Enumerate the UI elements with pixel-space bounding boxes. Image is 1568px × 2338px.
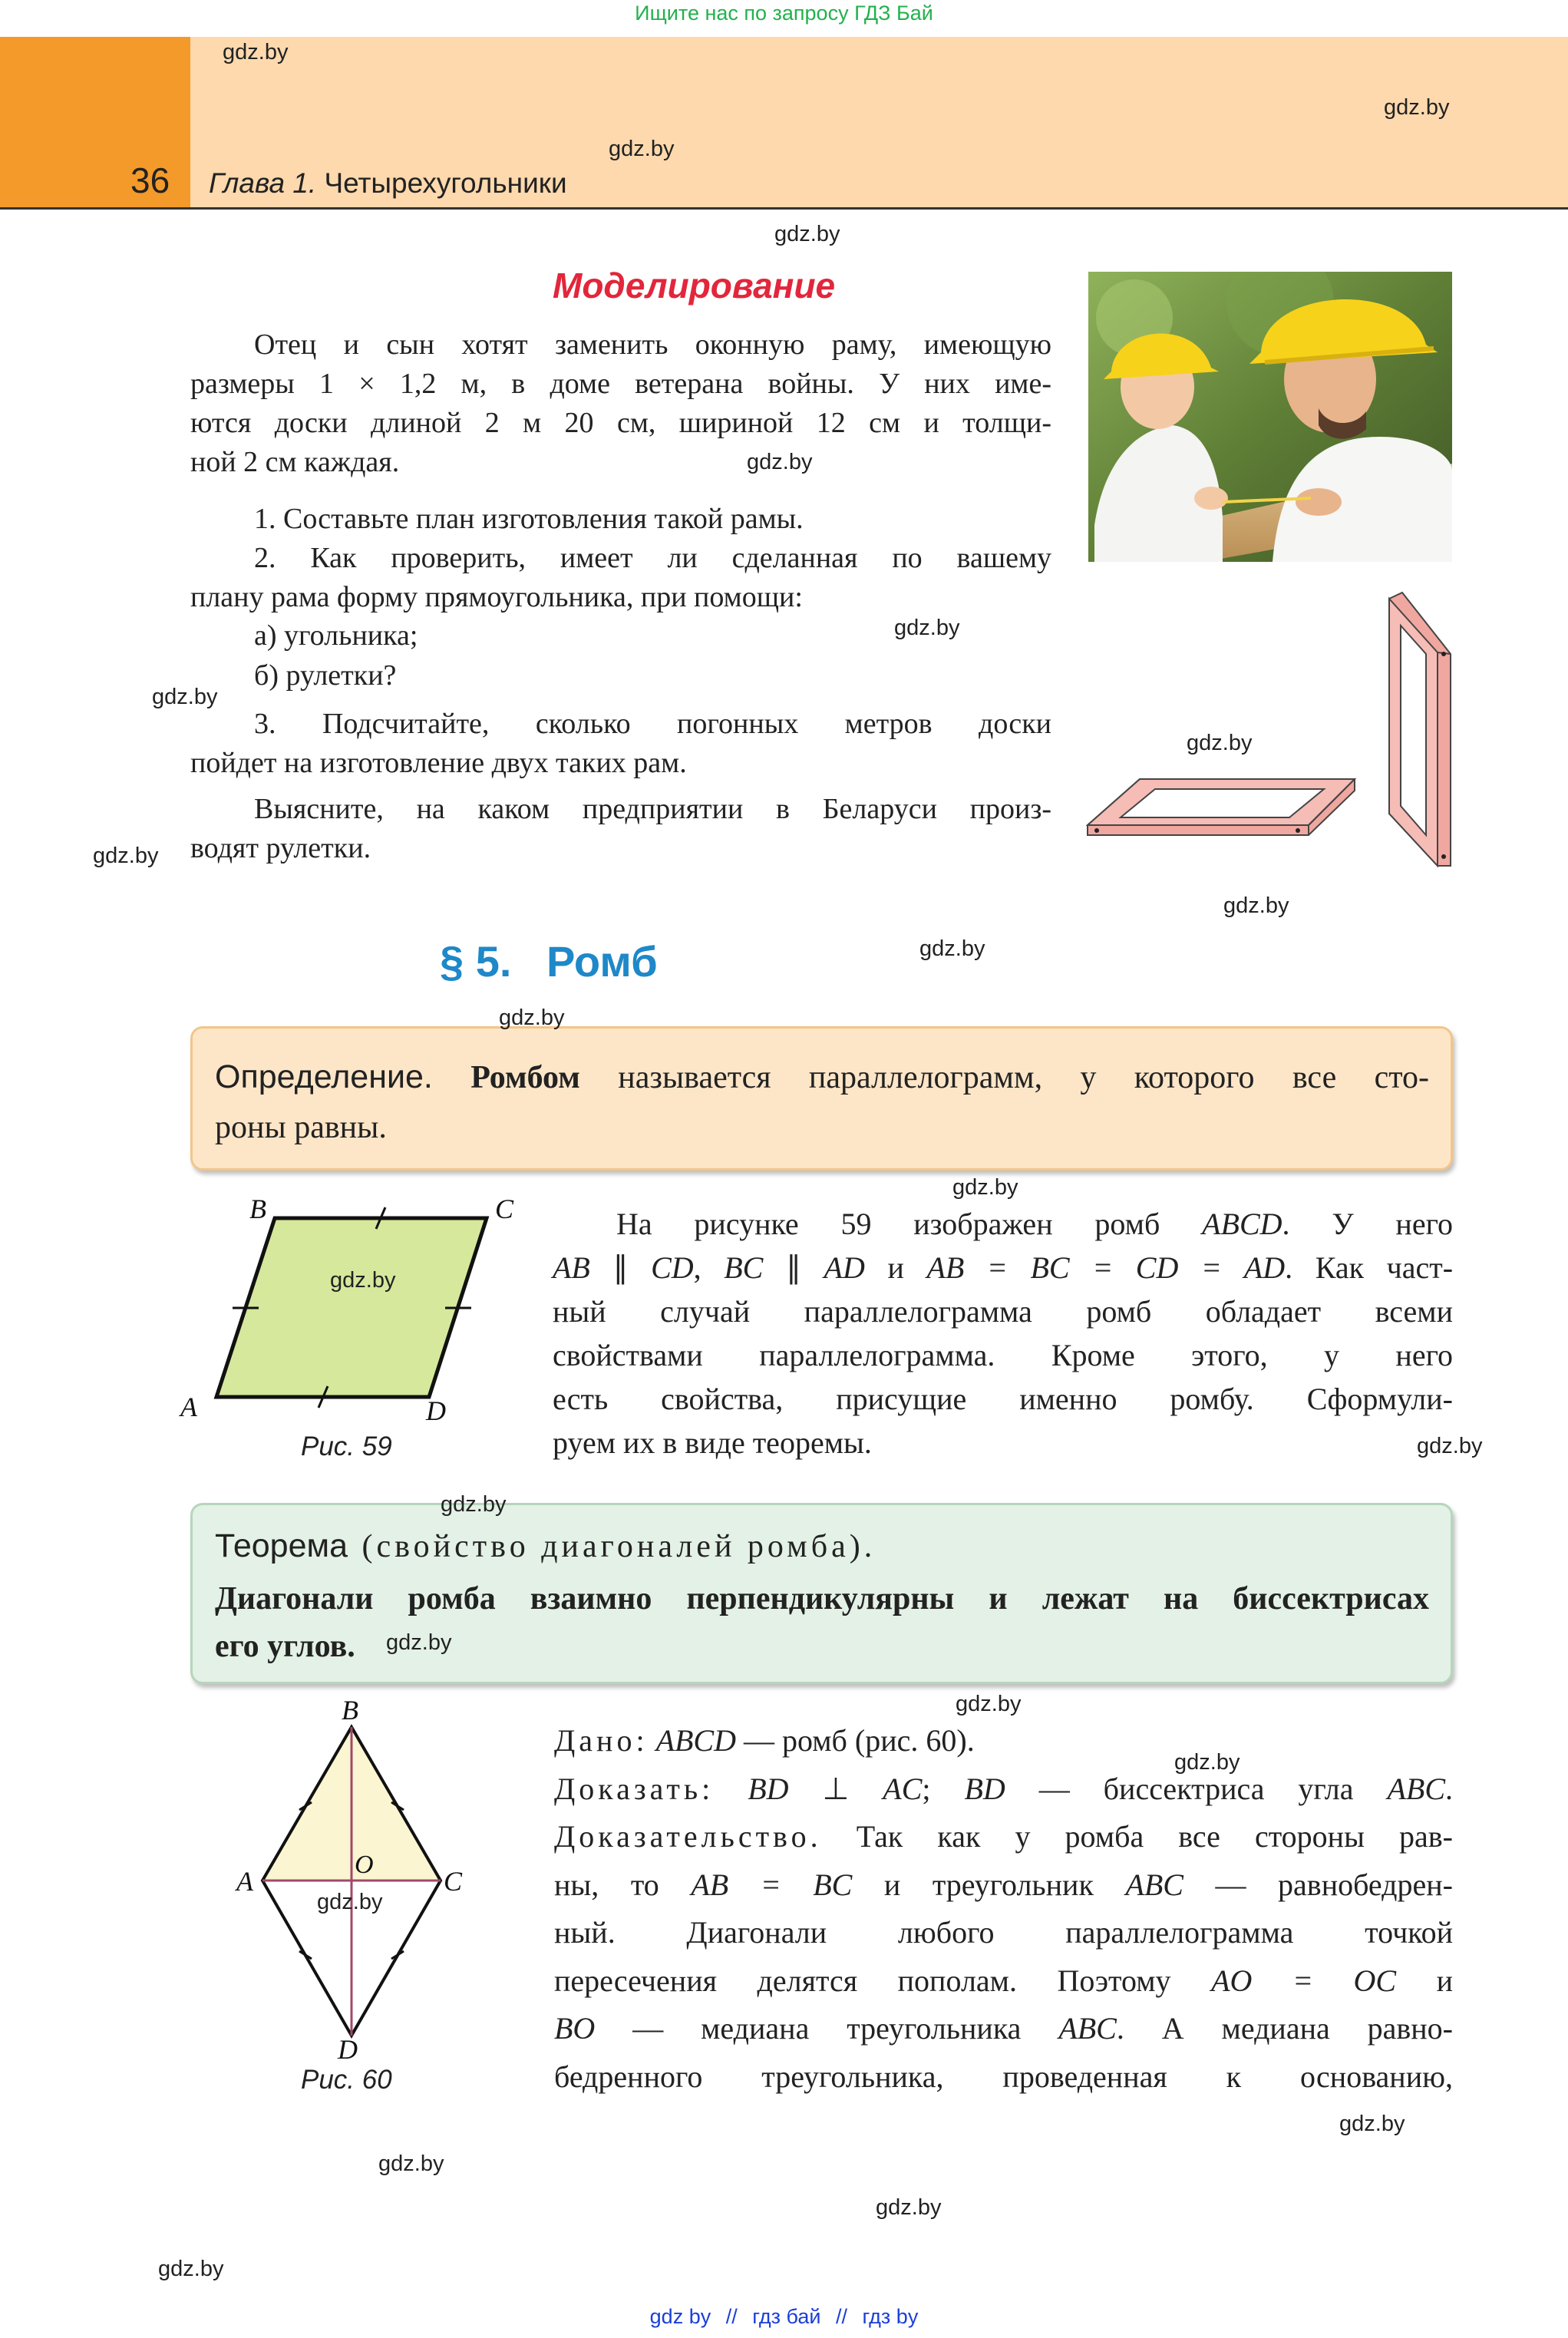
theorem-heading	[215, 1527, 876, 1565]
watermark: gdz.by	[499, 1006, 565, 1030]
theorem-label: Теорема	[215, 1527, 348, 1564]
chapter-label: Глава 1.	[209, 167, 317, 199]
watermark: gdz.by	[152, 685, 218, 709]
footer-separator: //	[836, 2305, 848, 2328]
footer-link-gdz-by[interactable]: gdz by	[649, 2305, 711, 2328]
watermark: gdz.by	[317, 1890, 383, 1914]
upright-frame-hole	[1401, 626, 1426, 835]
watermark: gdz.by	[93, 844, 159, 868]
modeling-outro	[190, 790, 1051, 868]
definition-text-line1: называется параллелограмм, у которого все сто-	[618, 1060, 1430, 1095]
proof-line-7: BO — медиана треугольника ABC. А медиана равно-	[554, 2011, 1453, 2046]
section-number: § 5.	[440, 937, 512, 986]
watermark: gdz.by	[1223, 893, 1289, 918]
intro-line-1: Отец и сын хотят заменить оконную раму, имеющую	[254, 329, 1051, 361]
proof-block	[554, 1717, 1453, 2101]
task-3-line-1: 3. Подсчитайте, сколько погонных метров доски	[254, 708, 1051, 740]
theorem-subtitle: (свойство диагоналей ромба).	[361, 1529, 876, 1564]
task-2-line-2: плану рама форму прямоугольника, при помощи:	[190, 581, 803, 613]
chapter-title: Четырехугольники	[324, 167, 567, 199]
footer-links	[0, 2305, 1568, 2329]
figure-59-caption: Рис. 59	[301, 1432, 392, 1461]
watermark: gdz.by	[441, 1492, 507, 1517]
definition-term: Ромбом	[470, 1060, 580, 1095]
watermark: gdz.by	[609, 137, 675, 161]
vertex-d-60: D	[338, 2034, 358, 2061]
definition-text	[215, 1052, 1429, 1103]
watermark: gdz.by	[1187, 731, 1253, 755]
page-number: 36	[130, 160, 170, 200]
proof-line-5: ный. Диагонали любого параллелограмма точкой	[554, 1915, 1453, 1950]
proof-line-6: пересечения делятся пополам. Поэтому AO = OC и	[554, 1963, 1454, 1998]
watermark: gdz.by	[1339, 2112, 1405, 2136]
vertex-b: B	[249, 1194, 266, 1224]
vertex-c: C	[495, 1194, 514, 1224]
fig59-line-6: руем их в виде теоремы.	[553, 1425, 872, 1460]
vertex-a: A	[180, 1392, 197, 1422]
vertex-o-60: O	[355, 1851, 374, 1879]
top-banner[interactable]: Ищите нас по запросу ГДЗ Бай	[635, 2, 933, 25]
task-2	[190, 539, 1051, 617]
fig59-line-3: ный случай параллелограмма ромб обладает всеми	[553, 1294, 1453, 1329]
proof-line-8: бедренного треугольника, проведенная к основанию,	[554, 2059, 1453, 2094]
proof-line-3: Доказательство. Так как у ромба все стороны рав-	[554, 1819, 1453, 1854]
proof-line-4: ны, то AB = BC и треугольник ABC — равнобедрен-	[554, 1867, 1453, 1902]
task-3	[190, 705, 1051, 783]
window-frame-diagram	[1086, 591, 1454, 867]
section-title: Ромб	[546, 937, 658, 986]
watermark: gdz.by	[774, 222, 840, 246]
watermark: gdz.by	[1417, 1434, 1483, 1458]
task-2a: а) угольника;	[254, 619, 418, 652]
chapter-heading	[209, 167, 567, 200]
figure-60-caption: Рис. 60	[301, 2065, 392, 2095]
watermark: gdz.by	[952, 1175, 1018, 1200]
fig59-line-1: На рисунке 59 изображен ромб ABCD. У него	[616, 1207, 1454, 1241]
footer-separator: //	[725, 2305, 738, 2328]
flat-frame-hole	[1121, 789, 1324, 817]
task-1: 1. Составьте план изготовления такой рамы.	[254, 503, 804, 535]
intro-line-3: ются доски длиной 2 м 20 см, шириной 12 см и толщи-	[190, 407, 1051, 439]
outro-line-2: водят рулетки.	[190, 832, 371, 864]
fig59-paragraph	[553, 1202, 1453, 1465]
watermark: gdz.by	[876, 2195, 942, 2220]
footer-link-gdz-by-ru[interactable]: гдз by	[862, 2305, 919, 2328]
watermark: gdz.by	[330, 1268, 396, 1293]
watermark: gdz.by	[1384, 95, 1450, 120]
proof-given: Дано: ABCD — ромб (рис. 60).	[554, 1723, 975, 1758]
task-2-line-1: 2. Как проверить, имеет ли сделанная по вашему	[254, 542, 1051, 574]
watermark: gdz.by	[894, 616, 960, 640]
section-heading	[440, 936, 658, 986]
watermark: gdz.by	[919, 936, 985, 961]
watermark: gdz.by	[158, 2257, 224, 2281]
outro-line-1: Выясните, на каком предприятии в Беларуси произ-	[254, 793, 1051, 825]
task-2b: б) рулетки?	[254, 659, 397, 692]
fig59-line-2: AB ∥ CD, BC ∥ AD и AB = BC = CD = AD. Как част-	[553, 1250, 1454, 1285]
father-son-photo	[1088, 272, 1452, 562]
header-rule	[0, 207, 1568, 210]
proof-prove: Доказать: BD ⊥ AC; BD — биссектриса угла ABC.	[554, 1771, 1453, 1806]
watermark: gdz.by	[1174, 1750, 1240, 1775]
fig59-line-4: свойствами параллелограмма. Кроме этого, у него	[553, 1338, 1453, 1372]
definition-text-line2: роны равны.	[215, 1110, 387, 1145]
intro-line-4: ной 2 см каждая.	[190, 446, 400, 478]
vertex-a-60: A	[236, 1866, 253, 1897]
watermark: gdz.by	[223, 40, 289, 64]
watermark: gdz.by	[378, 2151, 444, 2176]
modeling-title: Моделирование	[553, 266, 836, 305]
footer-link-gdz-bai[interactable]: гдз бай	[752, 2305, 821, 2328]
figure-60-rhombus	[223, 1700, 491, 2061]
theorem-statement-line2: его углов.	[215, 1629, 355, 1664]
vertex-d: D	[426, 1395, 446, 1426]
vertex-b-60: B	[342, 1700, 358, 1725]
modeling-intro	[190, 325, 1051, 482]
watermark: gdz.by	[747, 450, 813, 474]
vertex-c-60: C	[444, 1866, 463, 1897]
theorem-statement	[215, 1575, 1429, 1670]
definition-label: Определение.	[215, 1058, 433, 1095]
watermark: gdz.by	[956, 1692, 1022, 1716]
watermark: gdz.by	[386, 1630, 452, 1655]
intro-line-2: размеры 1 × 1,2 м, в доме ветерана войны. У них име-	[190, 368, 1051, 400]
figure-59-rhombus	[169, 1186, 522, 1432]
theorem-statement-line1: Диагонали ромба взаимно перпендикулярны и лежат на биссектрисах	[215, 1581, 1429, 1616]
task-3-line-2: пойдет на изготовление двух таких рам.	[190, 747, 687, 779]
fig59-line-5: есть свойства, присущие именно ромбу. Сформули-	[553, 1382, 1453, 1416]
